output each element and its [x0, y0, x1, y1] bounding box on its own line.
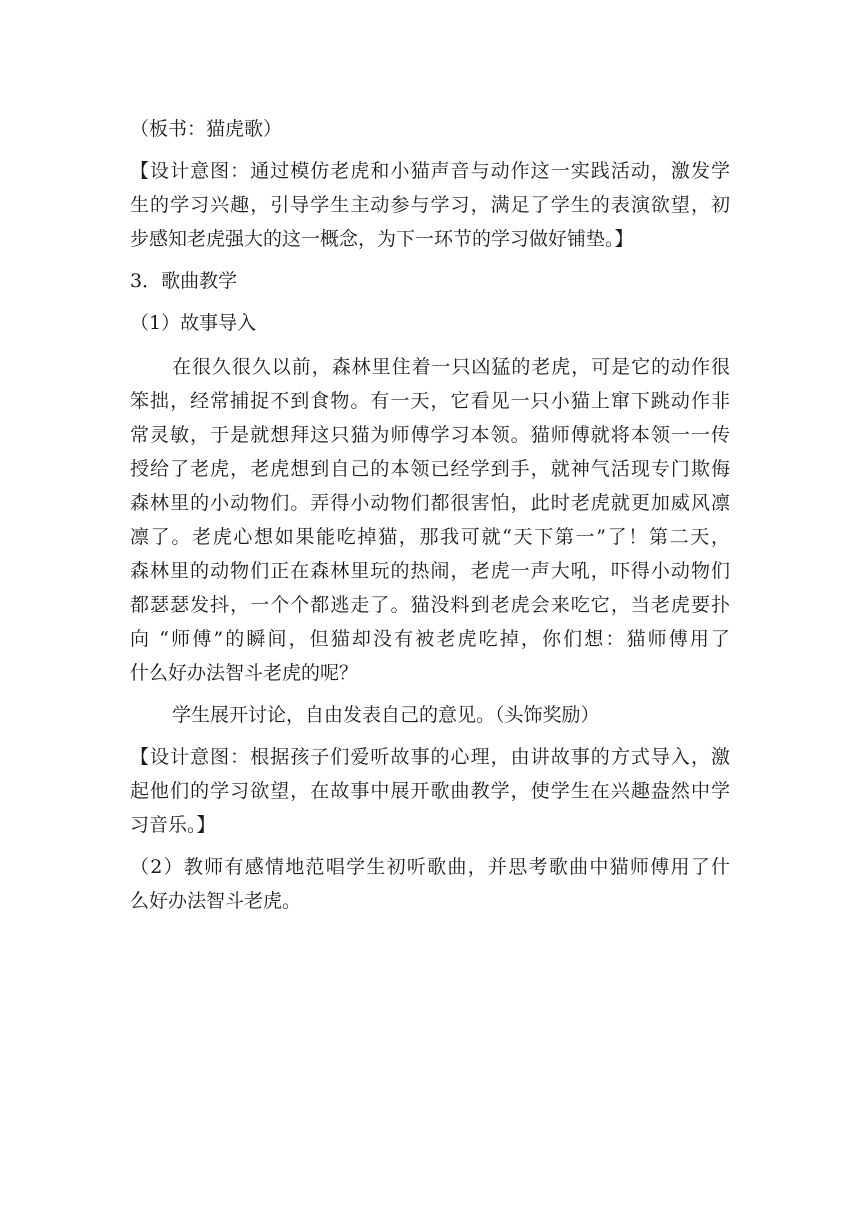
- text-line: 【设计意图：根据孩子们爱听故事的心理，由讲故事的方式导入，激: [130, 746, 730, 768]
- text-line: 起他们的学习欲望，在故事中展开歌曲教学，使学生在兴趣盎然中学: [130, 780, 730, 802]
- design-intent-1: [130, 154, 730, 256]
- text-line: 森林里的小动物们。弄得小动物们都很害怕，此时老虎就更加威风凛: [130, 492, 730, 514]
- subheading-story-intro: [130, 306, 730, 340]
- text-line: （1）故事导入: [130, 312, 257, 334]
- board-note: [130, 112, 730, 146]
- text-line: 什么好办法智斗老虎的呢？: [130, 662, 359, 684]
- text-line: （板书：猫虎歌）: [130, 118, 283, 140]
- section-heading-3: [130, 264, 730, 298]
- text-line: 生的学习兴趣，引导学生主动参与学习，满足了学生的表演欲望，初: [130, 194, 730, 216]
- text-line: 么好办法智斗老虎。: [130, 890, 302, 912]
- text-line: 森林里的动物们正在森林里玩的热闹，老虎一声大吼，吓得小动物们: [130, 560, 730, 582]
- discussion-paragraph: [130, 698, 730, 732]
- story-paragraph: [130, 350, 730, 690]
- text-line: 在很久很久以前，森林里住着一只凶猛的老虎，可是它的动作很: [172, 356, 730, 378]
- text-line: 学生展开讨论，自由发表自己的意见。（头饰奖励）: [172, 704, 600, 726]
- subheading-teacher-demo: [130, 850, 730, 918]
- document-page: [130, 112, 730, 926]
- text-line: 常灵敏，于是就想拜这只猫为师傅学习本领。猫师傅就将本领一一传: [130, 424, 730, 446]
- text-line: 习音乐。】: [130, 814, 216, 836]
- text-line: 都瑟瑟发抖，一个个都逃走了。猫没料到老虎会来吃它，当老虎要扑: [130, 594, 730, 616]
- text-line: 授给了老虎，老虎想到自己的本领已经学到手，就神气活现专门欺侮: [130, 458, 730, 480]
- text-line: 【设计意图：通过模仿老虎和小猫声音与动作这一实践活动，激发学: [130, 160, 730, 182]
- text-line: 3．歌曲教学: [130, 270, 238, 292]
- text-line: 步感知老虎强大的这一概念，为下一环节的学习做好铺垫。】: [130, 228, 634, 250]
- text-line: （2）教师有感情地范唱学生初听歌曲，并思考歌曲中猫师傅用了什: [130, 856, 730, 878]
- text-line: 凛了。老虎心想如果能吃掉猫，那我可就“天下第一”了！第二天，: [130, 526, 730, 548]
- text-line: 向 “师傅”的瞬间，但猫却没有被老虎吃掉，你们想：猫师傅用了: [130, 628, 730, 650]
- design-intent-2: [130, 740, 730, 842]
- text-line: 笨拙，经常捕捉不到食物。有一天，它看见一只小猫上窜下跳动作非: [130, 390, 730, 412]
